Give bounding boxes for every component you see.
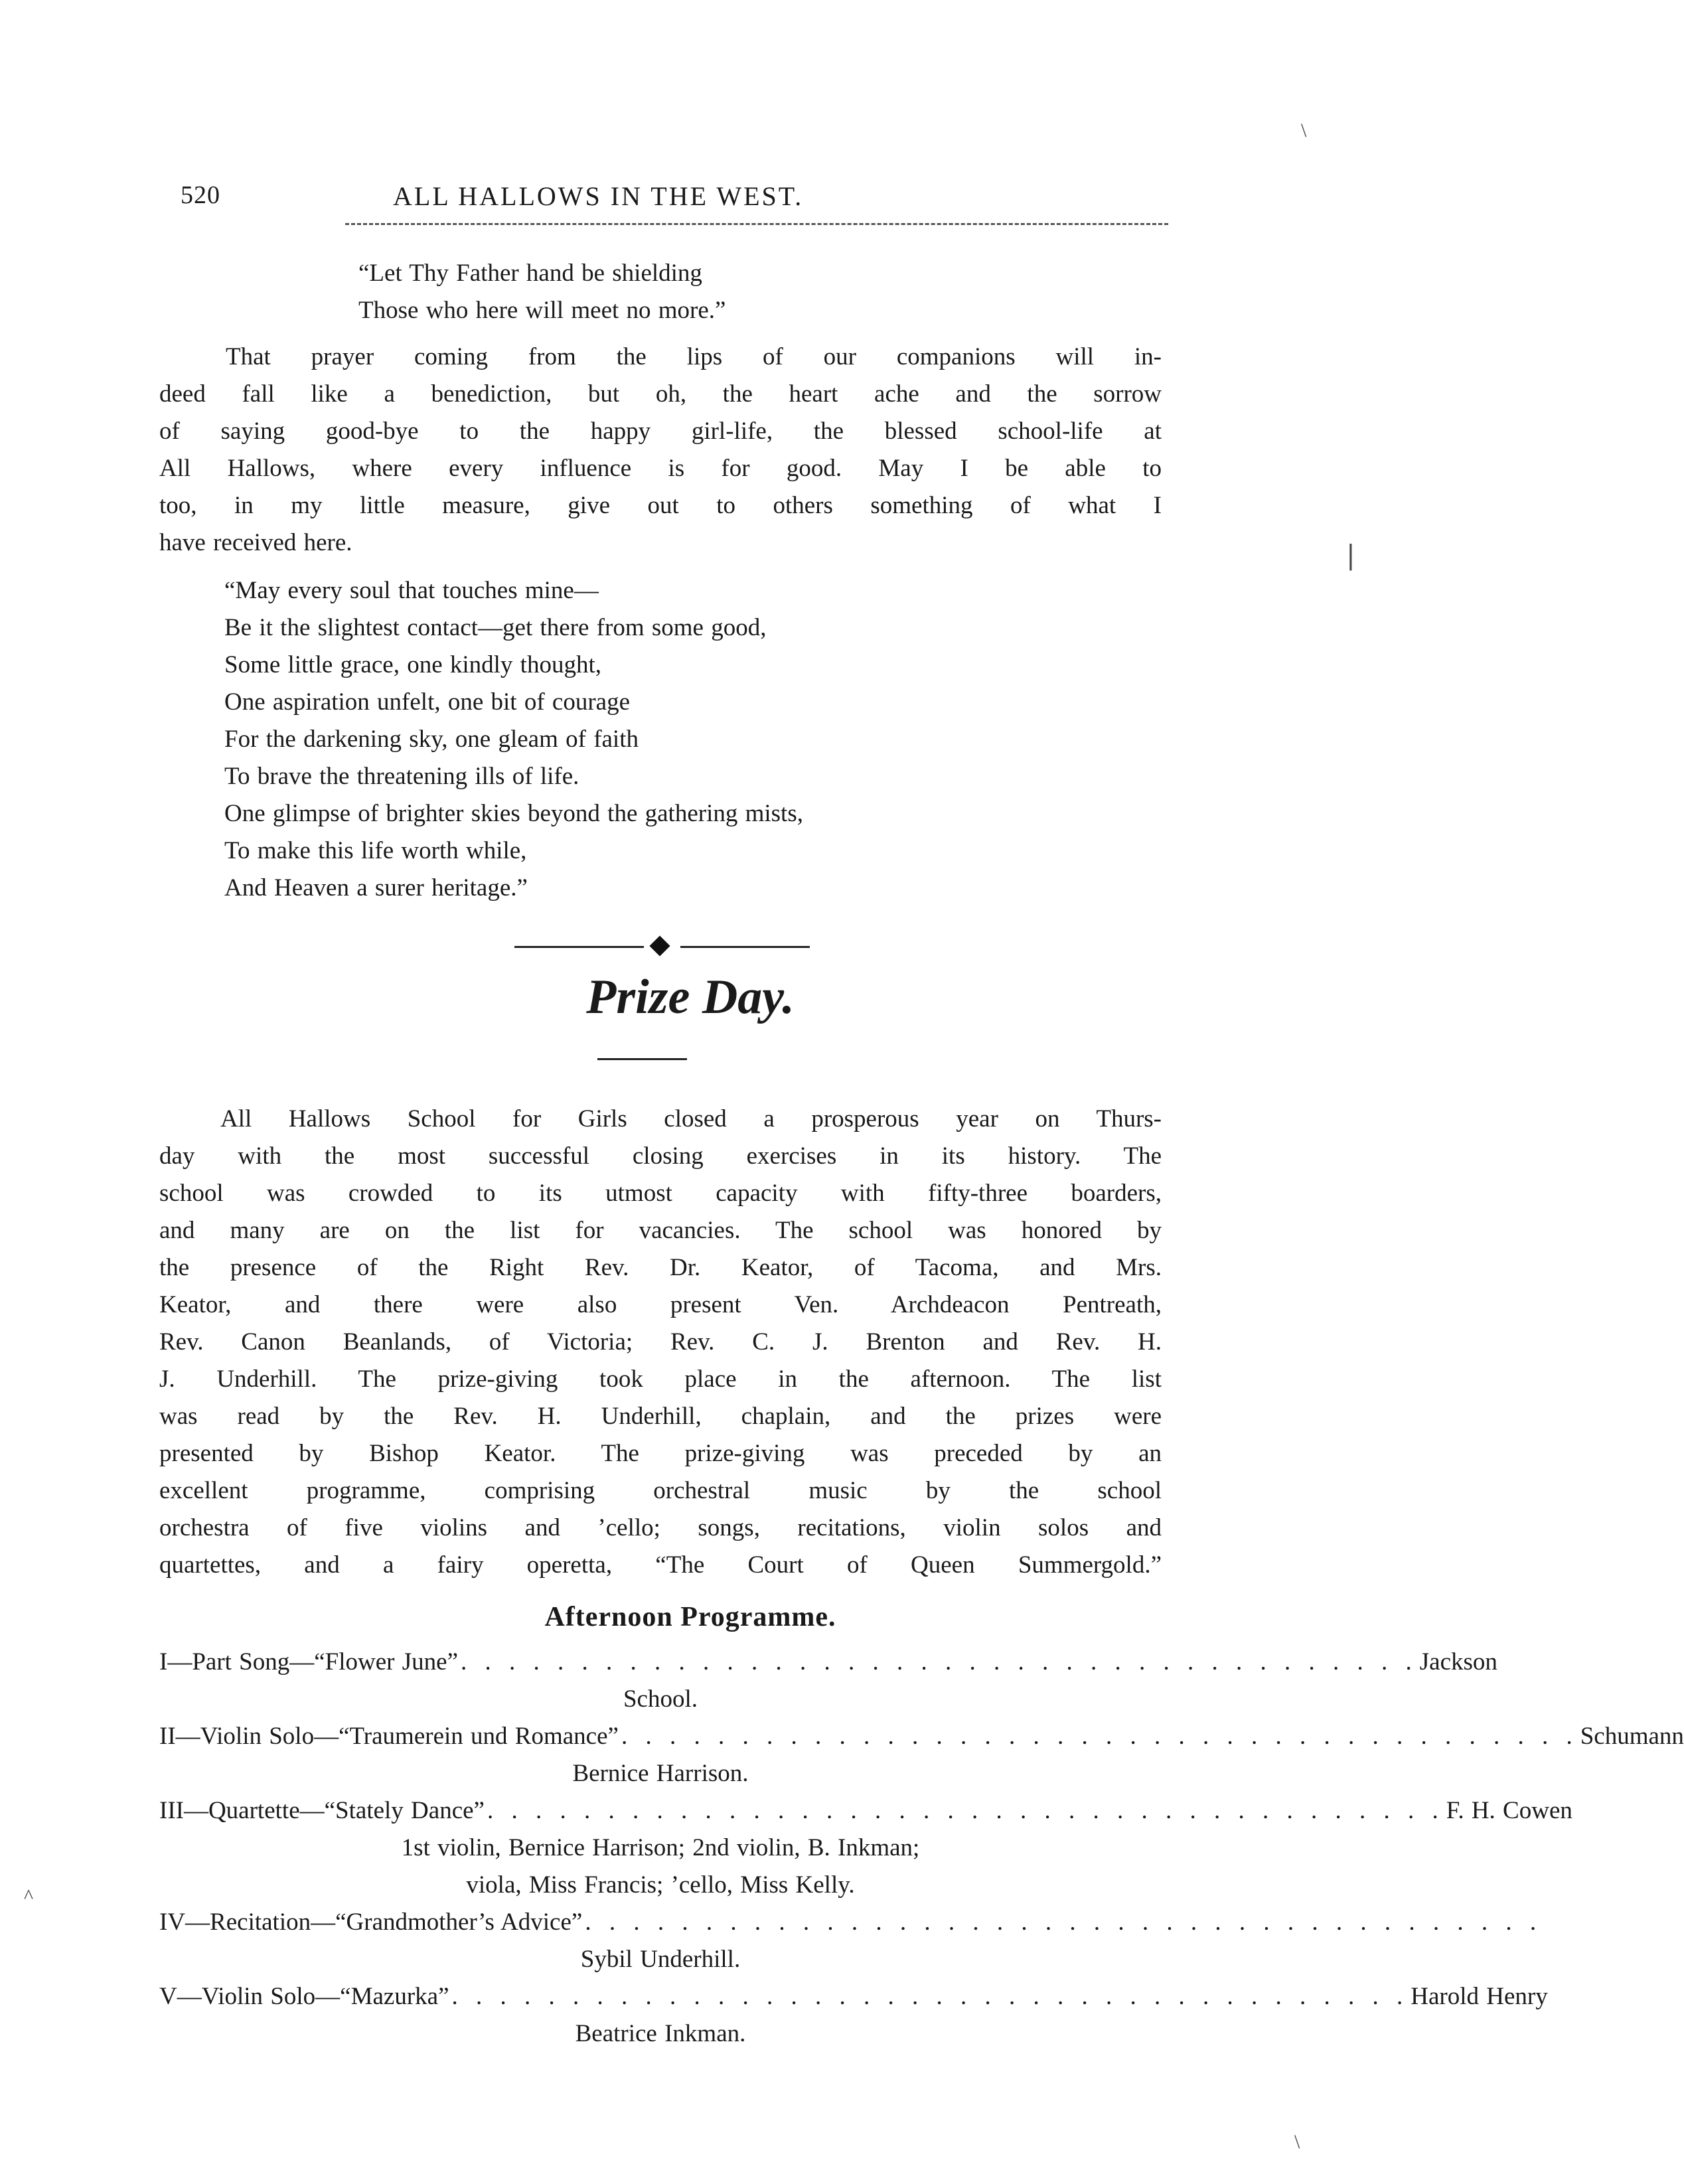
dot-leader: . . . . . . . . . . . . . . . . . . . . . . . . . . . . . . . . . . . . . . . . xyxy=(585,1909,1542,1936)
programme-performer: Beatrice Inkman. xyxy=(575,2020,746,2047)
quote-line: Those who here will meet no more.” xyxy=(358,297,726,324)
paragraph-line: school was crowded to its utmost capacity with fifty-three boarders, xyxy=(159,1180,1162,1207)
paragraph-line: day with the most successful closing exercises in its history. The xyxy=(159,1142,1162,1170)
programme-item-title: II—Violin Solo—“Traumerein und Romance” xyxy=(159,1723,619,1750)
paragraph-line: quartettes, and a fairy operetta, “The Court of Queen Summergold.” xyxy=(159,1551,1162,1579)
programme-item-composer: Jackson xyxy=(1419,1648,1497,1676)
poem-line: Be it the slightest contact—get there from some good, xyxy=(224,614,767,641)
programme-item-composer: Schumann xyxy=(1580,1723,1684,1750)
programme-item xyxy=(159,1644,1497,1681)
opening-quote xyxy=(358,255,1221,329)
paragraph-line: Rev. Canon Beanlands, of Victoria; Rev. C. J. Brenton and Rev. H. xyxy=(159,1328,1162,1356)
paragraph-line: All Hallows, where every influence is for good. May I be able to xyxy=(159,455,1162,482)
programme-item xyxy=(159,1718,1684,1755)
programme-item-title: III—Quartette—“Stately Dance” xyxy=(159,1797,485,1824)
scan-mark: ^ xyxy=(24,1885,34,1907)
dot-leader: . . . . . . . . . . . . . . . . . . . . . . . . . . . . . . . . . . . . . . . . xyxy=(451,1983,1409,2010)
poem-line: Some little grace, one kindly thought, xyxy=(224,651,601,678)
paragraph-line: and many are on the list for vacancies. The school was honored by xyxy=(159,1217,1162,1244)
paragraph-line: was read by the Rev. H. Underhill, chaplain, and the prizes were xyxy=(159,1403,1162,1430)
running-header xyxy=(181,181,1163,220)
diamond-icon xyxy=(649,935,670,956)
ornament-rule-right xyxy=(680,946,810,948)
poem-line: One aspiration unfelt, one bit of courage xyxy=(224,688,630,716)
paragraph-line: orchestra of five violins and ’cello; songs, recitations, violin solos and xyxy=(159,1514,1162,1541)
title-rule xyxy=(597,1058,687,1060)
scan-mark: | xyxy=(1347,538,1354,571)
scan-mark: \ xyxy=(1294,2131,1300,2153)
poem-line: To make this life worth while, xyxy=(224,837,527,864)
poem xyxy=(224,572,1154,907)
poem-line: One glimpse of brighter skies beyond the gathering mists, xyxy=(224,800,803,827)
programme-item xyxy=(159,1904,1542,1941)
paragraph-line: Keator, and there were also present Ven. Archdeacon Pentreath, xyxy=(159,1291,1162,1318)
programme-list xyxy=(159,1644,1684,2053)
quote-line: “Let Thy Father hand be shielding xyxy=(358,260,702,287)
paragraph-line: J. Underhill. The prize-giving took place in the afternoon. The list xyxy=(159,1365,1162,1393)
paragraph-line: That prayer coming from the lips of our companions will in- xyxy=(226,343,1162,370)
paragraph-line: presented by Bishop Keator. The prize-giving was preceded by an xyxy=(159,1440,1162,1467)
programme-item-composer: Harold Henry xyxy=(1411,1983,1548,2010)
poem-line: “May every soul that touches mine— xyxy=(224,577,599,604)
section-ornament xyxy=(514,937,810,957)
programme-item-title: V—Violin Solo—“Mazurka” xyxy=(159,1983,449,2010)
paragraph-line: All Hallows School for Girls closed a prosperous year on Thurs- xyxy=(220,1105,1162,1132)
paragraph-line: have received here. xyxy=(159,529,352,556)
programme-item xyxy=(159,1978,1548,2015)
section-title: Prize Day. xyxy=(586,970,795,1024)
poem-line: For the darkening sky, one gleam of faith xyxy=(224,726,639,753)
page-number: 520 xyxy=(181,181,220,209)
paragraph-line: excellent programme, comprising orchestral music by the school xyxy=(159,1477,1162,1504)
programme-performer: 1st violin, Bernice Harrison; 2nd violin, B. Inkman; xyxy=(401,1834,920,1861)
programme-heading: Afternoon Programme. xyxy=(544,1602,836,1632)
header-rule xyxy=(345,223,1168,225)
programme-item-title: I—Part Song—“Flower June” xyxy=(159,1648,458,1676)
running-title: ALL HALLOWS IN THE WEST. xyxy=(393,181,804,211)
paragraph-line: too, in my little measure, give out to others something of what I xyxy=(159,492,1162,519)
programme-performer: Sybil Underhill. xyxy=(580,1946,741,1973)
ornament-rule-left xyxy=(514,946,644,948)
programme-performer: viola, Miss Francis; ’cello, Miss Kelly. xyxy=(466,1871,855,1899)
programme-item xyxy=(159,1792,1572,1830)
paragraph-prize-day xyxy=(159,1101,1162,1584)
paragraph-line: the presence of the Right Rev. Dr. Keator, of Tacoma, and Mrs. xyxy=(159,1254,1162,1281)
programme-performer: School. xyxy=(623,1685,698,1713)
scan-mark: \ xyxy=(1301,119,1307,141)
programme-item-title: IV—Recitation—“Grandmother’s Advice” xyxy=(159,1909,583,1936)
dot-leader: . . . . . . . . . . . . . . . . . . . . . . . . . . . . . . . . . . . . . . . . xyxy=(487,1797,1444,1824)
dot-leader: . . . . . . . . . . . . . . . . . . . . . . . . . . . . . . . . . . . . . . . . xyxy=(621,1723,1578,1750)
dot-leader: . . . . . . . . . . . . . . . . . . . . . . . . . . . . . . . . . . . . . . . . xyxy=(461,1648,1417,1676)
paragraph-line: deed fall like a benediction, but oh, the heart ache and the sorrow xyxy=(159,380,1162,408)
programme-performer: Bernice Harrison. xyxy=(572,1760,749,1787)
poem-line: And Heaven a surer heritage.” xyxy=(224,874,528,901)
poem-line: To brave the threatening ills of life. xyxy=(224,763,579,790)
paragraph-farewell xyxy=(159,339,1162,562)
programme-item-composer: F. H. Cowen xyxy=(1446,1797,1572,1824)
paragraph-line: of saying good-bye to the happy girl-life, the blessed school-life at xyxy=(159,418,1162,445)
